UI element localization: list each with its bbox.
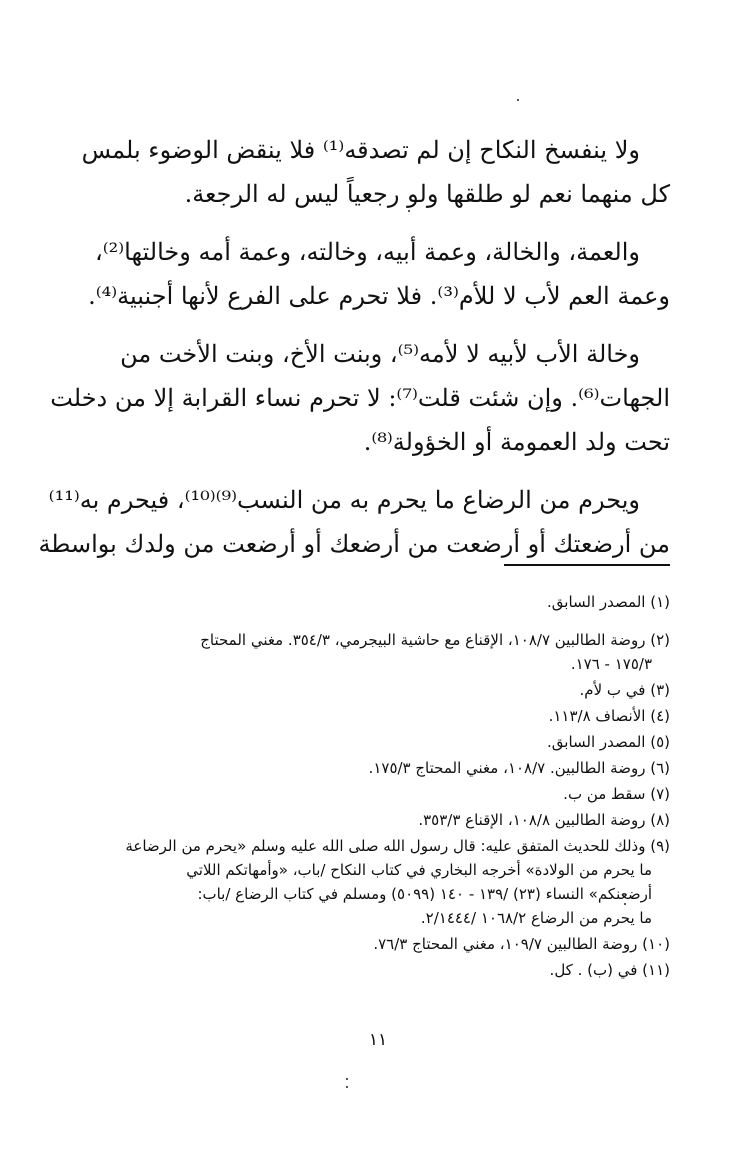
footnote-11: (١١) في (ب) . كل. <box>549 961 670 979</box>
footnote-line: ما يحرم من الولادة» أخرجه البخاري في كتاب النكاح /باب، «وأمهاتكم اللاتي <box>186 861 652 879</box>
text-line: والعمة، والخالة، وعمة أبيه، وخالته، وعمة أمه وخالتها⁽²⁾، <box>95 238 640 266</box>
footnote-line: ١٧٥/٣ - ١٧٦. <box>570 655 652 673</box>
footnote-8: (٨) روضة الطالبين ١٠٨/٨، الإقناع ٣٥٣/٣. <box>418 811 670 829</box>
footnotes <box>125 590 670 984</box>
text-line: وعمة العم لأب لا للأم⁽³⁾. فلا تحرم على الفرع لأنها أجنبية⁽⁴⁾. <box>88 282 670 310</box>
footnote-7: (٧) سقط من ب. <box>563 785 670 803</box>
footnote-line: ما يحرم من الرضاع ١٠٦٨/٢ /٢/١٤٤٤. <box>420 909 652 927</box>
footnote-6: (٦) روضة الطالبين. ١٠٨/٧، مغني المحتاج ١٧٥/٣. <box>368 759 670 777</box>
footnote-5: (٥) المصدر السابق. <box>547 733 670 751</box>
paragraph-4 <box>38 478 670 566</box>
page-number: ١١ <box>368 1030 388 1050</box>
text-line: ويحرم من الرضاع ما يحرم به من النسب⁽⁹⁾⁽¹⁰⁾، فيحرم به⁽¹¹⁾ <box>48 486 640 514</box>
paragraph-1 <box>81 128 670 216</box>
text-line: الجهات⁽⁶⁾. وإن شئت قلت⁽⁷⁾: لا تحرم نساء القرابة إلا من دخلت <box>50 384 670 412</box>
text-line: تحت ولد العمومة أو الخؤولة⁽⁸⁾. <box>363 428 670 456</box>
scan-speck <box>517 99 519 101</box>
footnote-line: أرضعنكم» النساء (٢٣) /١٣٩ - ١٤٠ (٥٠٩٩) ومسلم في كتاب الرضاع /باب: <box>197 885 652 903</box>
scan-speck <box>346 1078 348 1080</box>
footnote-line: (٢) روضة الطالبين ١٠٨/٧، الإقناع مع حاشية البيجرمي، ٣٥٤/٣. مغني المحتاج <box>200 631 670 649</box>
scan-speck <box>408 210 410 212</box>
text-line: من أرضعتك أو أرضعت من أرضعك أو أرضعت من ولدك بواسطة <box>38 530 670 558</box>
footnote-line: (٩) وذلك للحديث المتفق عليه: قال رسول الله صلى الله عليه وسلم «يحرم من الرضاعة <box>125 837 670 855</box>
paragraph-3 <box>50 332 670 464</box>
footnote-3: (٣) في ب لأم. <box>579 681 670 699</box>
footnote-9 <box>125 834 670 930</box>
footnote-4: (٤) الأنصاف ١١٣/٨. <box>548 707 670 725</box>
text-line: ولا ينفسخ النكاح إن لم تصدقه⁽¹⁾ فلا ينقض الوضوء بلمس <box>81 136 640 164</box>
footnote-separator <box>504 564 670 566</box>
paragraph-2 <box>88 230 670 318</box>
scan-speck <box>624 903 626 905</box>
scan-speck <box>346 1086 348 1088</box>
footnote-2 <box>130 628 670 676</box>
footnote-10: (١٠) روضة الطالبين ١٠٩/٧، مغني المحتاج ٧٦/٣. <box>373 935 670 953</box>
text-line: وخالة الأب لأبيه لا لأمه⁽⁵⁾، وبنت الأخ، وبنت الأخت من <box>120 340 640 368</box>
text-line: كل منهما نعم لو طلقها ولو رجعياً ليس له الرجعة. <box>184 180 670 208</box>
footnote-1: (١) المصدر السابق. <box>547 593 670 611</box>
main-text <box>38 128 670 580</box>
